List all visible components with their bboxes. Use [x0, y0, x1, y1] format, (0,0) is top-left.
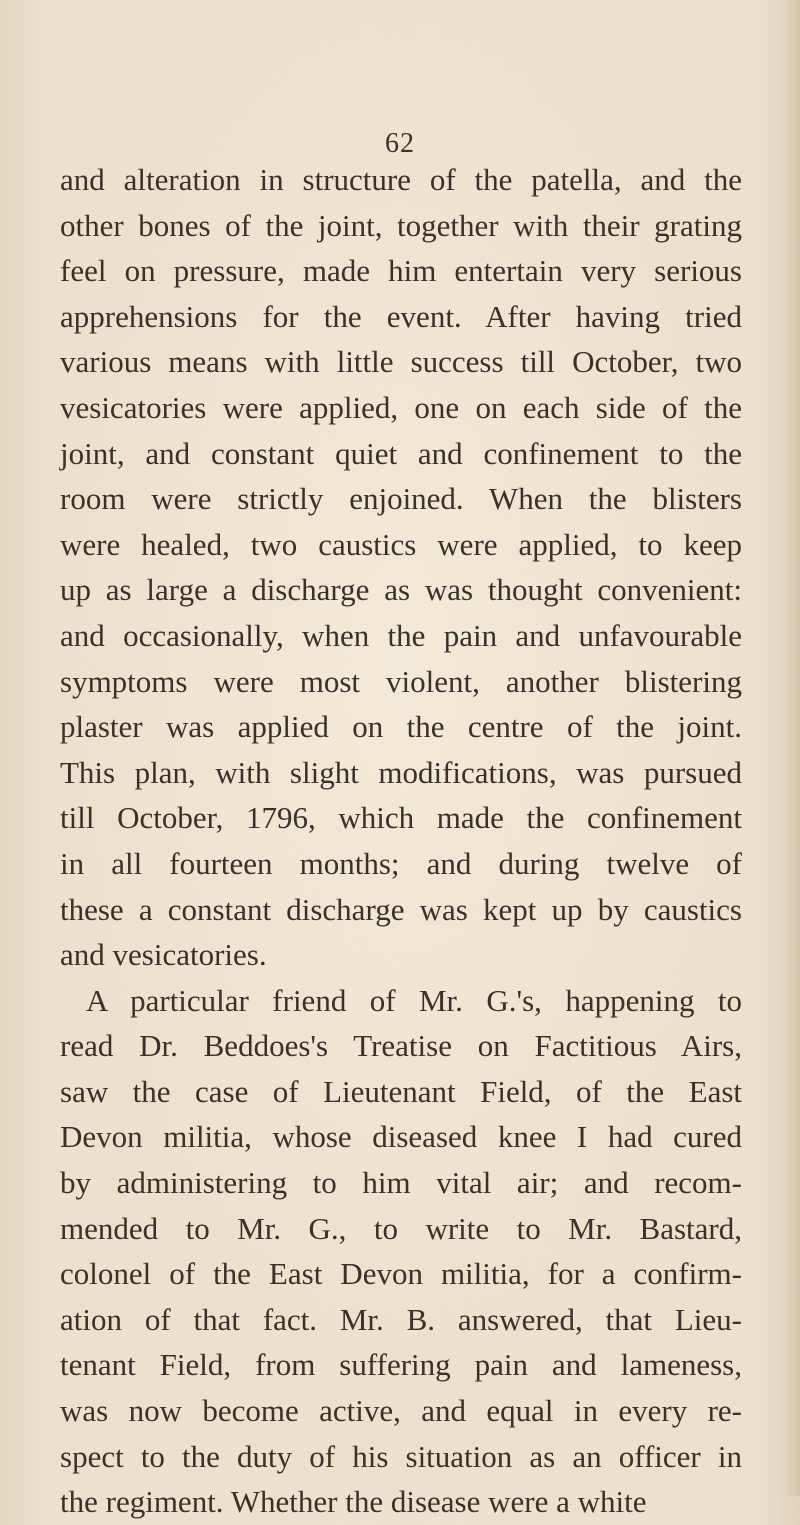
text-line: and vesicatories.	[60, 937, 267, 973]
text-line: Devon militia, whose diseased knee I had cured	[60, 1119, 742, 1155]
body-text	[60, 157, 742, 1525]
text-line: by administering to him vital air; and recom-	[60, 1165, 742, 1201]
text-line: symptoms were most violent, another blistering	[60, 663, 742, 699]
text-line: the regiment. Whether the disease were a white	[60, 1484, 647, 1520]
text-line: saw the case of Lieutenant Field, of the East	[60, 1073, 742, 1109]
page-edge-shadow	[782, 0, 800, 1496]
paragraph-start-line: A particular friend of Mr. G.'s, happening to	[86, 982, 742, 1018]
text-line: were healed, two caustics were applied, to keep	[60, 526, 742, 562]
text-line: apprehensions for the event. After having tried	[60, 298, 742, 334]
text-line: feel on pressure, made him entertain very serious	[60, 253, 742, 289]
text-line: colonel of the East Devon militia, for a confirm-	[60, 1256, 742, 1292]
text-line: read Dr. Beddoes's Treatise on Factitious Airs,	[60, 1028, 742, 1064]
text-line: plaster was applied on the centre of the joint.	[60, 709, 742, 745]
text-line: ation of that fact. Mr. B. answered, that Lieu-	[60, 1301, 742, 1337]
text-line: vesicatories were applied, one on each side of the	[60, 389, 742, 425]
text-line: This plan, with slight modifications, was pursued	[60, 754, 742, 790]
text-line: other bones of the joint, together with their grating	[60, 207, 742, 243]
text-line: mended to Mr. G., to write to Mr. Bastard,	[60, 1210, 742, 1246]
text-line: up as large a discharge as was thought convenient:	[60, 572, 742, 608]
text-line: and alteration in structure of the patella, and the	[60, 162, 742, 197]
page-number: 62	[385, 128, 415, 159]
text-line: tenant Field, from suffering pain and lameness,	[60, 1347, 742, 1383]
text-line: and occasionally, when the pain and unfavourable	[60, 617, 742, 653]
text-line: spect to the duty of his situation as an officer in	[60, 1438, 742, 1474]
text-line: was now become active, and equal in every re-	[60, 1393, 742, 1429]
text-line: various means with little success till October, two	[60, 344, 742, 380]
text-line: these a constant discharge was kept up by caustics	[60, 891, 742, 927]
text-line: in all fourteen months; and during twelve of	[60, 845, 742, 881]
text-line: joint, and constant quiet and confinement to the	[60, 435, 742, 471]
text-line: room were strictly enjoined. When the blisters	[60, 481, 742, 517]
text-line: till October, 1796, which made the confinement	[60, 800, 742, 836]
